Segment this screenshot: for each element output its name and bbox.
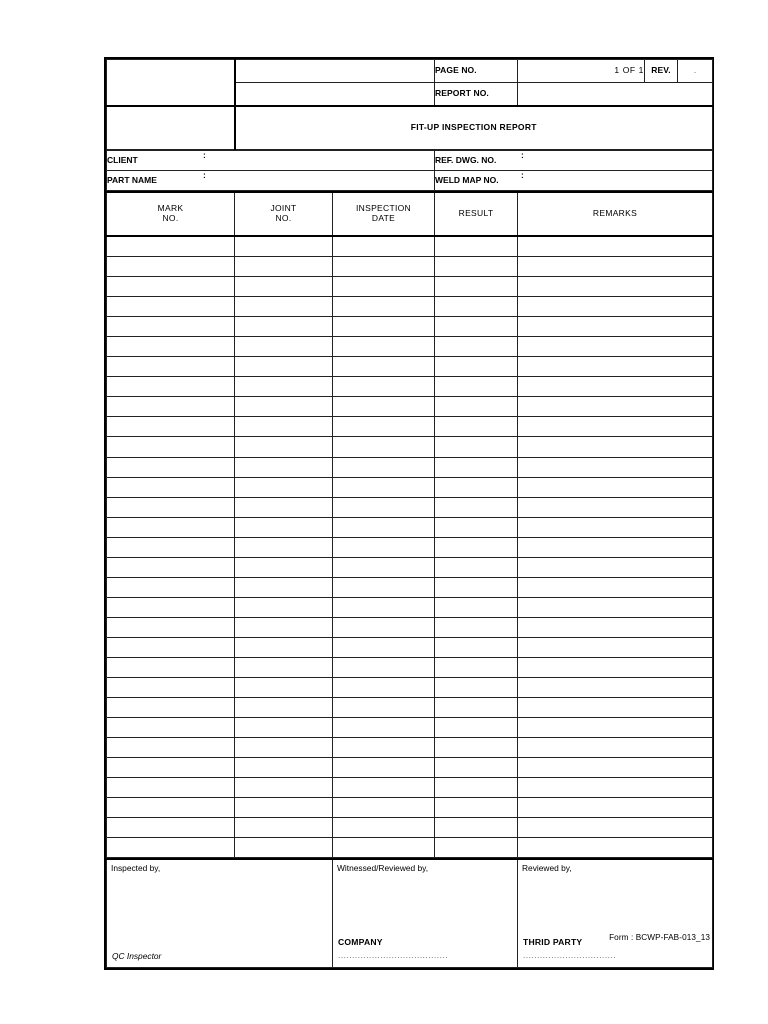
- table-cell[interactable]: [107, 377, 235, 397]
- client-label: CLIENT: [107, 154, 138, 165]
- reviewed-by-thirdparty-label: THRID PARTY: [523, 937, 583, 948]
- table-cell[interactable]: [518, 317, 713, 337]
- table-cell[interactable]: [518, 678, 713, 698]
- table-cell[interactable]: [333, 798, 435, 818]
- header-blank-cell: [235, 60, 435, 83]
- table-row: [107, 497, 713, 517]
- table-cell[interactable]: [333, 297, 435, 317]
- table-cell[interactable]: [518, 577, 713, 597]
- table-cell[interactable]: [235, 337, 333, 357]
- table-cell[interactable]: [235, 457, 333, 477]
- table-cell[interactable]: [518, 838, 713, 858]
- table-cell[interactable]: [518, 417, 713, 437]
- table-row: [107, 738, 713, 758]
- table-row: [107, 477, 713, 497]
- signature-block-inspected[interactable]: [107, 859, 333, 968]
- table-row: [107, 698, 713, 718]
- table-cell[interactable]: [107, 778, 235, 798]
- table-cell[interactable]: [107, 257, 235, 277]
- table-cell[interactable]: [235, 497, 333, 517]
- inspection-table: [106, 191, 713, 858]
- table-row: [107, 337, 713, 357]
- table-cell[interactable]: [435, 537, 518, 557]
- table-cell[interactable]: [235, 357, 333, 377]
- table-cell[interactable]: [435, 838, 518, 858]
- weld-map-field[interactable]: [435, 171, 713, 191]
- table-cell[interactable]: [435, 798, 518, 818]
- table-cell[interactable]: [235, 277, 333, 297]
- reviewed-by-heading: Reviewed by,: [522, 863, 572, 874]
- table-cell[interactable]: [107, 497, 235, 517]
- table-cell[interactable]: [235, 557, 333, 577]
- page-no-label: PAGE NO.: [435, 60, 518, 83]
- col-result-line1: RESULT: [458, 208, 494, 219]
- table-row: [107, 257, 713, 277]
- table-cell[interactable]: [107, 477, 235, 497]
- table-cell[interactable]: [107, 758, 235, 778]
- table-row: [107, 617, 713, 637]
- table-cell[interactable]: [107, 437, 235, 457]
- table-row: [107, 297, 713, 317]
- table-cell[interactable]: [518, 497, 713, 517]
- table-cell[interactable]: [333, 738, 435, 758]
- table-cell[interactable]: [435, 497, 518, 517]
- table-row: [107, 417, 713, 437]
- table-cell[interactable]: [333, 337, 435, 357]
- table-cell[interactable]: [518, 597, 713, 617]
- table-cell[interactable]: [333, 497, 435, 517]
- table-cell[interactable]: [435, 477, 518, 497]
- table-cell[interactable]: [235, 437, 333, 457]
- col-mark-line2: NO.: [162, 213, 179, 223]
- table-cell[interactable]: [435, 637, 518, 657]
- table-cell[interactable]: [235, 377, 333, 397]
- table-cell[interactable]: [435, 557, 518, 577]
- ref-dwg-field[interactable]: [435, 151, 713, 171]
- table-cell[interactable]: [435, 317, 518, 337]
- table-row: [107, 758, 713, 778]
- table-cell[interactable]: [518, 698, 713, 718]
- signature-row: [107, 859, 713, 968]
- table-row: [107, 397, 713, 417]
- table-cell[interactable]: [107, 277, 235, 297]
- table-cell[interactable]: [235, 637, 333, 657]
- table-cell[interactable]: [518, 617, 713, 637]
- table-row: [107, 377, 713, 397]
- table-cell[interactable]: [435, 597, 518, 617]
- table-row: [107, 637, 713, 657]
- table-cell[interactable]: [518, 337, 713, 357]
- table-row: [107, 657, 713, 677]
- column-header-inspection-date: [333, 192, 435, 236]
- column-header-remarks: [518, 192, 713, 236]
- header-row-page: [107, 60, 713, 83]
- part-name-label: PART NAME: [107, 174, 157, 185]
- table-cell[interactable]: [435, 377, 518, 397]
- table-row: [107, 437, 713, 457]
- table-cell[interactable]: [333, 517, 435, 537]
- table-cell[interactable]: [235, 818, 333, 838]
- table-cell[interactable]: [333, 457, 435, 477]
- field-row-part-name: [107, 171, 713, 191]
- page-title: FIT-UP INSPECTION REPORT: [235, 106, 713, 150]
- col-mark-line1: MARK: [157, 203, 184, 214]
- table-cell[interactable]: [333, 657, 435, 677]
- table-cell[interactable]: [235, 397, 333, 417]
- table-cell[interactable]: [235, 597, 333, 617]
- table-cell[interactable]: [435, 577, 518, 597]
- table-cell[interactable]: [107, 838, 235, 858]
- table-row: [107, 838, 713, 858]
- client-field[interactable]: [107, 151, 435, 171]
- table-cell[interactable]: [235, 758, 333, 778]
- table-row: [107, 236, 713, 257]
- table-cell[interactable]: [107, 357, 235, 377]
- table-cell[interactable]: [435, 457, 518, 477]
- header-table: [106, 59, 713, 150]
- table-cell[interactable]: [435, 337, 518, 357]
- table-cell[interactable]: [518, 277, 713, 297]
- table-cell[interactable]: [235, 577, 333, 597]
- table-cell[interactable]: [107, 317, 235, 337]
- table-cell[interactable]: [435, 236, 518, 257]
- table-cell[interactable]: [333, 758, 435, 778]
- table-cell[interactable]: [518, 477, 713, 497]
- table-cell[interactable]: [435, 357, 518, 377]
- weld-map-label: WELD MAP NO.: [435, 174, 499, 185]
- table-cell[interactable]: [333, 838, 435, 858]
- table-cell[interactable]: [518, 397, 713, 417]
- table-cell[interactable]: [333, 617, 435, 637]
- table-cell[interactable]: [333, 317, 435, 337]
- table-cell[interactable]: [333, 357, 435, 377]
- table-cell[interactable]: [518, 517, 713, 537]
- table-cell[interactable]: [235, 698, 333, 718]
- table-cell[interactable]: [333, 397, 435, 417]
- table-cell[interactable]: [435, 257, 518, 277]
- field-row-client: [107, 151, 713, 171]
- table-cell[interactable]: [435, 277, 518, 297]
- table-cell[interactable]: [518, 257, 713, 277]
- table-cell[interactable]: [107, 657, 235, 677]
- table-cell[interactable]: [333, 698, 435, 718]
- table-row: [107, 577, 713, 597]
- table-cell[interactable]: [518, 778, 713, 798]
- table-cell[interactable]: [518, 537, 713, 557]
- company-logo-cell: [107, 60, 235, 107]
- table-cell[interactable]: [235, 257, 333, 277]
- table-cell[interactable]: [518, 718, 713, 738]
- header-blank-cell-2: [235, 83, 435, 107]
- table-cell[interactable]: [235, 417, 333, 437]
- table-cell[interactable]: [333, 437, 435, 457]
- table-cell[interactable]: [435, 657, 518, 677]
- logo-cell-bottom: [107, 106, 235, 150]
- table-cell[interactable]: [333, 557, 435, 577]
- table-cell[interactable]: [435, 818, 518, 838]
- witnessed-by-heading: Witnessed/Reviewed by,: [337, 863, 429, 874]
- table-cell[interactable]: [518, 637, 713, 657]
- table-cell[interactable]: [518, 236, 713, 257]
- column-header-result: [435, 192, 518, 236]
- table-cell[interactable]: [235, 798, 333, 818]
- table-cell[interactable]: [518, 738, 713, 758]
- table-row: [107, 798, 713, 818]
- table-cell[interactable]: [435, 437, 518, 457]
- table-cell[interactable]: [435, 417, 518, 437]
- table-cell[interactable]: [435, 738, 518, 758]
- table-cell[interactable]: [107, 597, 235, 617]
- inspected-by-role: QC Inspector: [112, 951, 162, 962]
- rev-value[interactable]: .: [678, 60, 713, 83]
- table-cell[interactable]: [333, 637, 435, 657]
- table-cell[interactable]: [435, 758, 518, 778]
- table-cell[interactable]: [107, 818, 235, 838]
- table-cell[interactable]: [107, 457, 235, 477]
- table-cell[interactable]: [107, 637, 235, 657]
- weld-map-colon: :: [521, 170, 524, 180]
- table-row: [107, 718, 713, 738]
- form-frame: [104, 57, 714, 970]
- table-cell[interactable]: [518, 557, 713, 577]
- form-code: Form : BCWP-FAB-013_13: [609, 933, 710, 942]
- witnessed-by-company-label: COMPANY: [338, 937, 383, 948]
- table-cell[interactable]: [235, 657, 333, 677]
- client-colon: :: [203, 150, 206, 160]
- report-no-label: REPORT NO.: [435, 83, 518, 107]
- table-row: [107, 277, 713, 297]
- table-cell[interactable]: [333, 236, 435, 257]
- table-cell[interactable]: [235, 718, 333, 738]
- table-cell[interactable]: [235, 537, 333, 557]
- col-joint-line1: JOINT: [270, 203, 297, 214]
- col-date-line2: DATE: [371, 213, 396, 223]
- table-row: [107, 357, 713, 377]
- column-header-mark-no: [107, 192, 235, 236]
- table-cell[interactable]: [333, 537, 435, 557]
- table-row: [107, 597, 713, 617]
- table-cell[interactable]: [107, 678, 235, 698]
- table-cell[interactable]: [333, 377, 435, 397]
- table-cell[interactable]: [107, 417, 235, 437]
- reviewed-by-signature-line: .................................: [523, 951, 617, 961]
- table-cell[interactable]: [518, 377, 713, 397]
- rev-label: REV.: [645, 60, 678, 83]
- table-cell[interactable]: [435, 698, 518, 718]
- table-row: [107, 517, 713, 537]
- table-cell[interactable]: [107, 557, 235, 577]
- table-cell[interactable]: [235, 236, 333, 257]
- column-header-joint-no: [235, 192, 333, 236]
- title-row: [107, 106, 713, 150]
- table-cell[interactable]: [235, 477, 333, 497]
- table-cell[interactable]: [333, 477, 435, 497]
- table-cell[interactable]: [518, 818, 713, 838]
- table-cell[interactable]: [235, 297, 333, 317]
- table-cell[interactable]: [518, 657, 713, 677]
- witnessed-by-signature-line: .......................................: [338, 951, 449, 961]
- table-cell[interactable]: [235, 678, 333, 698]
- table-row: [107, 557, 713, 577]
- report-no-value[interactable]: [518, 83, 713, 107]
- inspected-by-heading: Inspected by,: [111, 863, 161, 874]
- page-no-value[interactable]: 1 OF 1: [518, 60, 645, 83]
- table-cell[interactable]: [107, 698, 235, 718]
- table-cell[interactable]: [435, 678, 518, 698]
- table-cell[interactable]: [333, 818, 435, 838]
- ref-dwg-label: REF. DWG. NO.: [435, 154, 497, 165]
- table-cell[interactable]: [107, 577, 235, 597]
- table-cell[interactable]: [333, 678, 435, 698]
- table-cell[interactable]: [333, 718, 435, 738]
- table-cell[interactable]: [235, 778, 333, 798]
- table-cell[interactable]: [107, 798, 235, 818]
- table-cell[interactable]: [333, 277, 435, 297]
- table-cell[interactable]: [107, 297, 235, 317]
- table-row: [107, 317, 713, 337]
- table-cell[interactable]: [333, 417, 435, 437]
- table-cell[interactable]: [518, 437, 713, 457]
- inspection-table-body: [107, 236, 713, 858]
- table-cell[interactable]: [333, 257, 435, 277]
- table-row: [107, 678, 713, 698]
- table-cell[interactable]: [107, 718, 235, 738]
- table-cell[interactable]: [107, 337, 235, 357]
- table-cell[interactable]: [435, 297, 518, 317]
- signature-table: [106, 858, 713, 968]
- table-cell[interactable]: [518, 798, 713, 818]
- table-cell[interactable]: [107, 537, 235, 557]
- table-row: [107, 537, 713, 557]
- table-cell[interactable]: [333, 778, 435, 798]
- fields-table: [106, 150, 713, 191]
- part-name-field[interactable]: [107, 171, 435, 191]
- table-row: [107, 818, 713, 838]
- table-cell[interactable]: [435, 778, 518, 798]
- table-cell[interactable]: [235, 738, 333, 758]
- table-cell[interactable]: [333, 577, 435, 597]
- signature-block-witnessed[interactable]: [333, 859, 518, 968]
- table-cell[interactable]: [107, 738, 235, 758]
- table-cell[interactable]: [235, 517, 333, 537]
- part-name-colon: :: [203, 170, 206, 180]
- table-row: [107, 778, 713, 798]
- table-cell[interactable]: [107, 397, 235, 417]
- col-date-line1: INSPECTION: [356, 203, 411, 214]
- table-cell[interactable]: [235, 838, 333, 858]
- table-cell[interactable]: [235, 317, 333, 337]
- table-header-row: [107, 192, 713, 236]
- signature-block-reviewed[interactable]: [518, 859, 713, 968]
- table-cell[interactable]: [518, 297, 713, 317]
- table-cell[interactable]: [435, 517, 518, 537]
- col-remarks-line1: REMARKS: [592, 208, 638, 219]
- table-cell[interactable]: [235, 617, 333, 637]
- table-cell[interactable]: [107, 517, 235, 537]
- table-cell[interactable]: [107, 236, 235, 257]
- table-cell[interactable]: [518, 357, 713, 377]
- table-cell[interactable]: [435, 617, 518, 637]
- table-cell[interactable]: [333, 597, 435, 617]
- table-cell[interactable]: [518, 758, 713, 778]
- table-cell[interactable]: [107, 617, 235, 637]
- ref-dwg-colon: :: [521, 150, 524, 160]
- table-cell[interactable]: [435, 397, 518, 417]
- table-cell[interactable]: [518, 457, 713, 477]
- col-joint-line2: NO.: [275, 213, 292, 223]
- table-cell[interactable]: [435, 718, 518, 738]
- table-row: [107, 457, 713, 477]
